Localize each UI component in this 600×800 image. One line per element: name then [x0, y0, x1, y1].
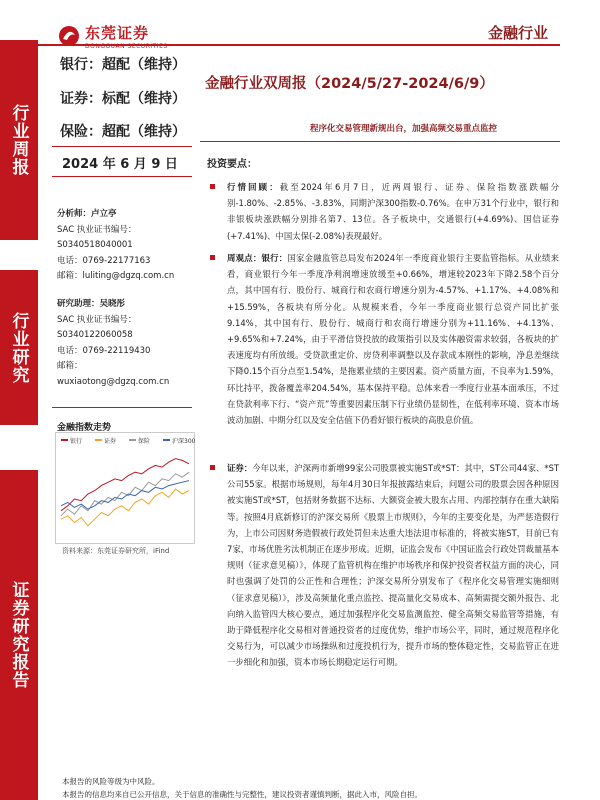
assistant-block	[57, 297, 197, 390]
risk-level-note: 本报告的风险等级为中风险。	[62, 777, 160, 786]
main-divider	[200, 141, 560, 142]
bullet-heading: 行情回顾：	[227, 182, 280, 192]
report-class-label: 证券研究报告	[8, 581, 29, 689]
legend-label: 保险	[138, 438, 151, 445]
bullet-body: 今年以来，沪深两市新增99家公司股票被实施ST或*ST：其中，ST公司44家、*ST公司55家。根据市场规则，每年4月30日年报披露结束后，问题公司的股票会因各种原因被实施ST或*ST，包括财务数据不达标、大额资金被大股东占用、内部控制存在重大缺陷等。按照4月底新修订的沪深交易所《股票上市规则》，今年的主要变化是，为严惩造假行为，上市公司因财务造假被行政处罚但未达重大违法退市标准的，将被实施ST，目前已有7家，市场优胜劣汰机制正在逐步形成。近期，证监会发布《中国证监会行政处罚裁量基本规则（征求意见稿）》，体现了监管机构在维护市场秩序和保护投资者权益方面的决心，同时也强调了处罚的公正性和合理性；沪深交易所分别发布了《程序化交易管理实施细则（征求意见稿）》，涉及高频量化重点监控、提高量化交易成本、高频需提交额外报告、北向纳入监管四大核心要点，通过加强程序化交易监测监控、健全高频交易监管等措施，有助于降低程序化交易相对普通投资者的过度优势，维护市场公平，同时，通过规范程序化交易行为，可以减少市场操纵和过度投机行为，提升市场的整体稳定性，交易监管正在进一步细化和加强，资本市场长期稳定运行可期。	[227, 463, 560, 668]
analyst-block	[57, 207, 197, 285]
rating-securities: 证券：标配（维持）	[60, 91, 186, 107]
bullet-bank-view	[207, 250, 559, 428]
rating-insurance: 保险：超配（维持）	[60, 124, 186, 140]
analyst-cert-number: S0340518040001	[57, 240, 133, 250]
chart-title: 金融指数走势	[57, 423, 112, 433]
bullet-square-icon	[210, 465, 215, 470]
information-disclaimer: 本报告的信息均来自已公开信息，关于信息的准确性与完整性，建议投资者谨慎判断，据此入市，风险自担。	[62, 790, 422, 799]
report-subtitle: 程序化交易管理新规出台，加强高频交易重点监控	[310, 124, 498, 134]
chart-frame	[56, 433, 195, 544]
series-line	[61, 481, 189, 510]
key-points-heading: 投资要点：	[207, 159, 257, 170]
assistant-cert-label: SAC 执业证书编号：	[57, 314, 137, 325]
assistant-phone: 电话：0769-22119430	[57, 345, 151, 356]
logo-name-en: DONGGUAN SECURITIES	[85, 43, 168, 50]
assistant-name: 吴晓彤	[99, 299, 126, 309]
chart-source: 资料来源：东莞证券研究所，iFind	[62, 547, 170, 555]
report-category-label: 行业研究	[8, 311, 29, 384]
bullet-market-review	[207, 179, 559, 244]
series-line	[61, 472, 189, 516]
report-category-band	[0, 270, 38, 425]
bullet-body: 截至2024年6月7日，近两周银行、证券、保险指数涨跌幅分别-1.80%、-2.85%、-3.83%，同期沪深300指数-0.76%。在申万31个行业中，银行和非银板块涨跌幅分别排名第7、13位。各子板块中，交通银行(+4.69%)、国信证券(+7.41%)、中国太保(-2.08%)表现最好。	[227, 182, 559, 241]
rating-bank: 银行：超配（维持）	[60, 57, 186, 73]
logo-name-cn: 东莞证券	[85, 24, 150, 42]
left-divider	[52, 176, 192, 177]
report-type-band	[0, 40, 38, 240]
bullet-square-icon	[210, 255, 215, 260]
index-trend-chart	[55, 432, 195, 544]
bullet-heading: 周观点：银行：	[227, 253, 288, 263]
bullet-square-icon	[210, 184, 215, 189]
series-line	[61, 459, 189, 511]
bullet-securities-view	[207, 460, 559, 671]
legend-label: 证券	[104, 438, 117, 445]
report-class-band	[0, 470, 38, 800]
analyst-name: 卢立亭	[91, 209, 117, 219]
assistant-role: 研究助理：	[57, 299, 100, 309]
analyst-cert-label: SAC 执业证书编号：	[57, 224, 137, 235]
assistant-email[interactable]: wuxiaotong@dgzq.com.cn	[57, 376, 170, 387]
analyst-role: 分析师：	[57, 209, 92, 219]
disclaimer-footer	[62, 775, 562, 800]
legend-label: 银行	[70, 438, 83, 445]
report-title: 金融行业双周报（2024/5/27-2024/6/9）	[205, 76, 494, 92]
analyst-email[interactable]: 邮箱：luliting@dgzq.com.cn	[57, 271, 175, 281]
assistant-email-label: 邮箱：	[57, 361, 83, 371]
sector-label: 金融行业	[487, 24, 548, 42]
bullet-heading: 证券：	[227, 463, 253, 473]
bullet-body: 国家金融监管总局发布2024年一季度商业银行主要监管指标。从业绩来看，商业银行今年一季度净利润增速放缓至+0.66%，增速较2023年下降2.58个百分点，其中国有行、股份行、城商行和农商行增速分别为-4.57%、+1.17%、+4.08%和+15.59%，各板块有所分化。从规模来看，今年一季度商业银行总资产同比扩张9.14%，其中国有行、股份行、城商行和农商行增速分别为+11.16%、+4.13%、+9.65%和+7.24%，由于平滑信贷投放的政策指引以及实体融资需求较弱，各板块的扩表速度均有所放缓。受贷款重定价、房贷利率调整以及存款成本刚性的影响，净息差继续下降0.15个百分点至1.54%，是拖累业绩的主要因素。资产质量方面，不良率为1.59%，环比持平，拨备覆盖率204.54%，基本保持平稳。总体来看一季度行业基本面承压，不过在贷款利率下行、“资产荒”等重要因素压制下行业绩仍显韧性，在低利率环境、资本市场波动加剧、中期分红以及安全估值下仍看好银行板块的高股息价值。	[227, 253, 560, 426]
legend-label: 沪深300	[172, 438, 195, 445]
report-date: 2024 年 6 月 9 日	[62, 157, 178, 172]
header-divider	[38, 44, 560, 46]
report-type-label: 行业周报	[8, 104, 29, 176]
left-divider	[52, 146, 192, 147]
assistant-cert-number: S0340122060058	[57, 330, 133, 340]
left-divider	[52, 407, 192, 408]
analyst-phone: 电话：0769-22177163	[57, 255, 151, 266]
